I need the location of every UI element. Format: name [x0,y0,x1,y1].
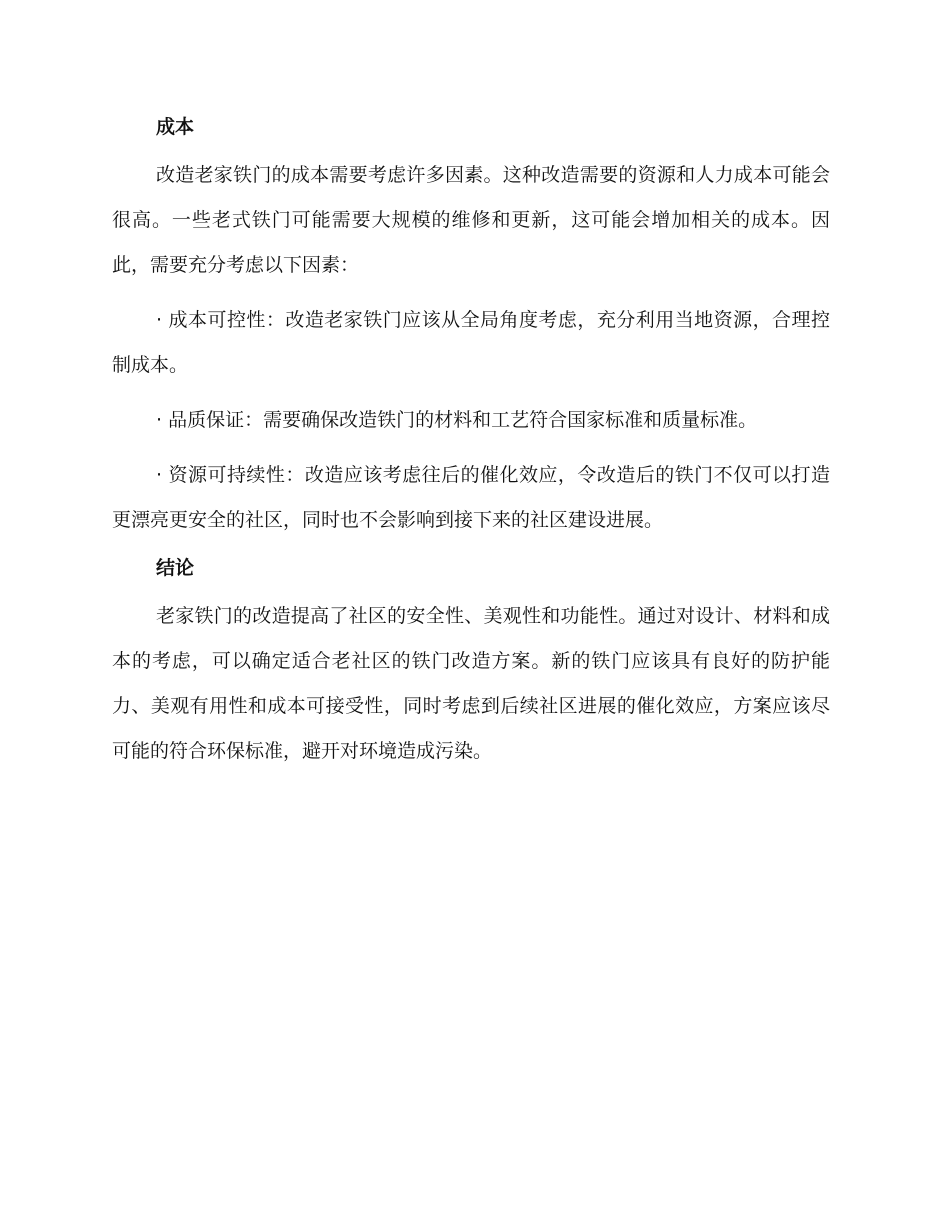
bullet-resource-sustainability: · 资源可持续性：改造应该考虑往后的催化效应，令改造后的铁门不仅可以打造更漂亮更安全的社区，同时也不会影响到接下来的社区建设进展。 [112,464,830,531]
document-page [112,112,830,774]
bullet-cost-control: · 成本可控性：改造老家铁门应该从全局角度考虑，充分利用当地资源，合理控制成本。 [112,309,830,376]
section-heading-cost: 成本 [156,116,195,138]
conclusion-paragraph: 老家铁门的改造提高了社区的安全性、美观性和功能性。通过对设计、材料和成本的考虑，可以确定适合老社区的铁门改造方案。新的铁门应该具有良好的防护能力、美观有用性和成本可接受性，同时考虑到后续社区进展的催化效应，方案应该尽可能的符合环保标准，避开对环境造成污染。 [112,605,830,762]
cost-intro-paragraph: 改造老家铁门的成本需要考虑许多因素。这种改造需要的资源和人力成本可能会很高。一些老式铁门可能需要大规模的维修和更新，这可能会增加相关的成本。因此，需要充分考虑以下因素： [112,164,830,276]
bullet-quality-assurance: · 品质保证：需要确保改造铁门的材料和工艺符合国家标准和质量标准。 [156,409,758,431]
section-heading-conclusion: 结论 [156,557,195,579]
